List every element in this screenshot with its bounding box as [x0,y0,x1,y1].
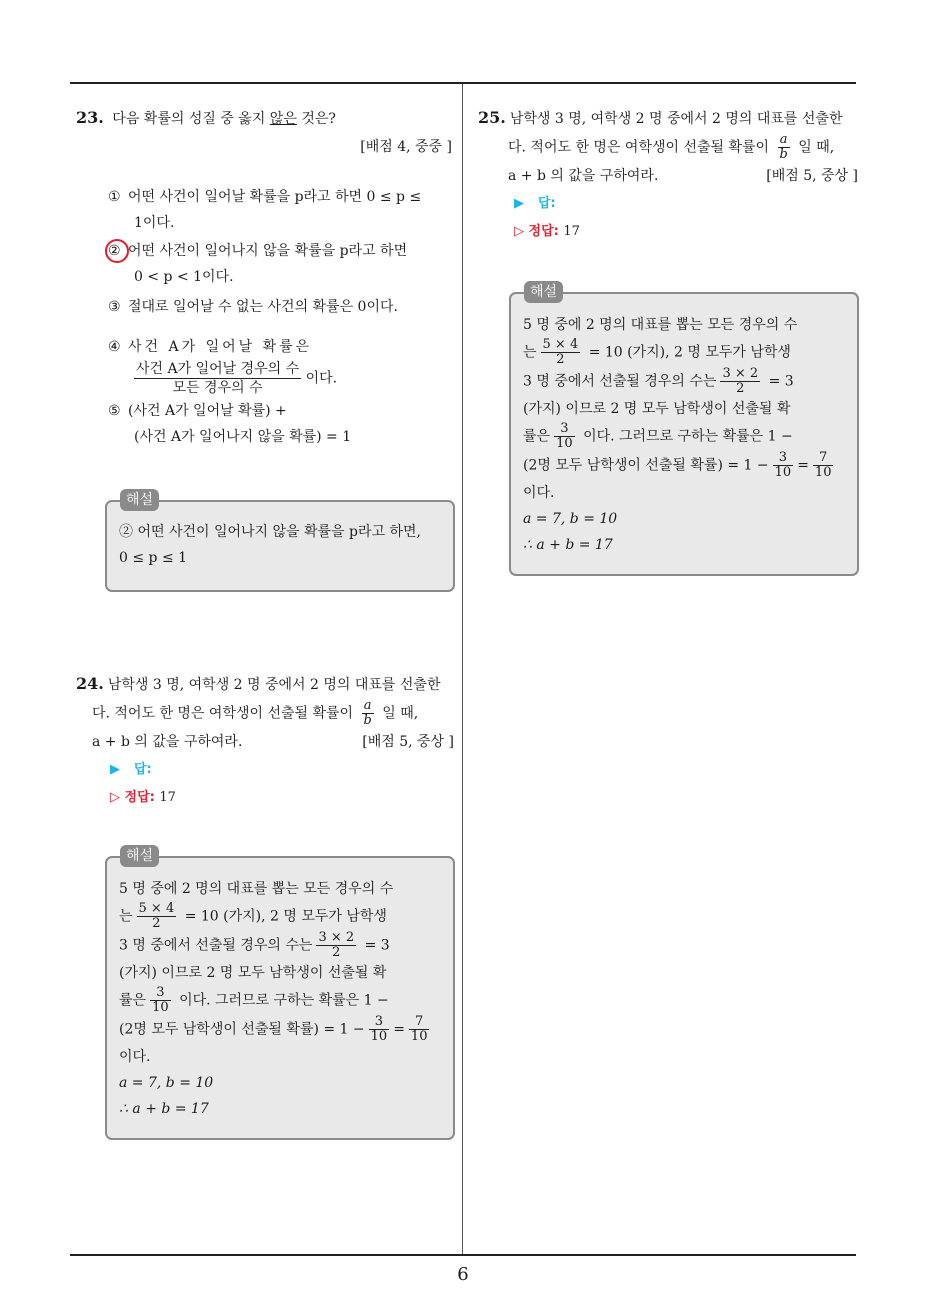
fraction-denominator: 2 [332,945,341,960]
play-triangle-icon: ▶ [514,196,524,211]
question-24 [76,670,454,812]
solution-tag: 해설 [120,845,159,867]
solution-text: 는 [119,908,133,925]
fraction-numerator: a [778,133,790,148]
question-number: 25. [478,108,506,127]
solution-text: a = 7, b = 10 [119,1075,214,1091]
option-mark: ② [108,243,121,259]
correct-answer-value: 17 [563,224,580,239]
fraction-numerator: a [362,699,374,714]
column-divider [462,84,463,1254]
solution-text: ∴ a + b = 17 [523,537,613,553]
question-23 [76,104,452,161]
question-25 [478,104,858,246]
solution-text: 이다. 그러므로 구하는 확률은 1 − [583,428,793,445]
solution-text: = [797,457,809,474]
answer-label: 답: [538,196,556,211]
fraction-denominator: 10 [370,1029,388,1044]
question-meta: [배점 5, 중상 ] [766,168,858,184]
solution-text: ∴ a + b = 17 [119,1101,209,1117]
option-text: 1이다. [134,215,175,231]
question-number: 24. [76,674,104,693]
bottom-rule [70,1254,856,1256]
fraction-numerator: 7 [813,451,834,466]
fraction-numerator: 7 [409,1015,430,1030]
solution-tag: 해설 [524,281,563,303]
solution-text: ② 어떤 사건이 일어나지 않을 확률을 p라고 하면, [119,524,421,540]
question-text-underlined: 않은 [269,111,297,127]
question-number: 23. [76,108,104,127]
solution-text: 3 명 중에서 선출될 경우의 수는 [119,937,313,954]
solution-text: = 10 (가지), 2 명 모두가 남학생 [184,908,387,925]
option-5[interactable] [108,398,452,450]
solution-text: 5 명 중에 2 명의 대표를 뽑는 모든 경우의 수 [119,881,394,897]
option-text: (사건 A가 일어날 확률) + [128,403,287,419]
solution-box-24 [105,856,455,1140]
solution-text: 률은 [119,992,147,1009]
fraction-numerator: 3 × 2 [318,930,355,945]
solution-tag: 해설 [120,489,159,511]
fraction-denominator: 10 [774,465,792,480]
solution-text: 이다. 그러므로 구하는 확률은 1 − [179,992,389,1009]
fraction-denominator: 모든 경우의 수 [172,380,263,396]
fraction-numerator: 5 × 4 [138,901,175,916]
solution-text: 3 명 중에서 선출될 경우의 수는 [523,373,717,390]
question-text: a + b 의 값을 구하여라. [92,734,243,750]
question-meta: [배점 5, 중상 ] [362,734,454,750]
solution-box-25 [509,292,859,576]
option-text: 0 < p < 1이다. [134,269,234,285]
fraction-numerator: 3 [369,1015,390,1030]
outline-triangle-icon: ▷ [514,224,524,239]
option-mark: ④ [108,339,121,355]
correct-answer-value: 17 [159,790,176,805]
solution-text: a = 7, b = 10 [523,511,618,527]
option-1[interactable] [108,184,452,236]
play-triangle-icon: ▶ [110,762,120,777]
solution-text: 이다. [119,1049,151,1065]
fraction-denominator: 2 [736,381,745,396]
fraction-numerator: 3 × 2 [722,366,759,381]
option-text: 어떤 사건이 일어날 확률을 p라고 하면 0 ≤ p ≤ [128,189,422,205]
question-text: 남학생 3 명, 여학생 2 명 중에서 2 명의 대표를 선출한 [107,677,441,693]
correct-answer-label: 정답: [124,790,155,805]
solution-text: (가지) 이므로 2 명 모두 남학생이 선출될 확 [523,401,791,417]
solution-box-23 [105,500,455,592]
fraction-denominator: 10 [814,465,832,480]
option-mark: ① [108,189,121,205]
option-3[interactable] [108,294,452,320]
question-text: a + b 의 값을 구하여라. [508,168,659,184]
solution-text: (2명 모두 남학생이 선출될 확률) = 1 − [119,1021,365,1038]
solution-text: 이다. [523,485,555,501]
question-text: 다음 확률의 성질 중 옳지 [112,111,266,127]
correct-answer-label: 정답: [528,224,559,239]
option-4[interactable] [108,334,452,397]
option-2[interactable] [108,238,452,290]
fraction-denominator: 2 [152,916,161,931]
question-text: 남학생 3 명, 여학생 2 명 중에서 2 명의 대표를 선출한 [509,111,843,127]
fraction-numerator: 사건 A가 일어날 경우의 수 [136,361,300,377]
top-rule [70,82,856,84]
fraction-denominator: b [779,147,788,162]
solution-text: = [393,1021,405,1038]
question-text: 일 때, [382,705,419,722]
option-text: 이다. [305,370,338,387]
fraction-numerator: 3 [554,422,575,437]
solution-text: = 3 [768,373,794,390]
question-text: 다. 적어도 한 명은 여학생이 선출될 확률이 [508,139,770,156]
question-meta: [배점 4, 중중 ] [360,139,452,155]
solution-text: 는 [523,344,537,361]
option-text: 어떤 사건이 일어나지 않을 확률을 p라고 하면 [128,243,408,259]
page-number: 6 [457,1264,469,1285]
option-mark: ⑤ [108,403,121,419]
option-text: 사건 A가 일어날 확률은 [128,339,313,355]
option-text: (사건 A가 일어나지 않을 확률) = 1 [134,429,352,445]
option-text: 절대로 일어날 수 없는 사건의 확률은 0이다. [128,299,398,315]
question-text: 다. 적어도 한 명은 여학생이 선출될 확률이 [92,705,354,722]
fraction-numerator: 3 [150,986,171,1001]
solution-text: (가지) 이므로 2 명 모두 남학생이 선출될 확 [119,965,387,981]
solution-text: 5 명 중에 2 명의 대표를 뽑는 모든 경우의 수 [523,317,798,333]
outline-triangle-icon: ▷ [110,790,120,805]
question-text: 일 때, [798,139,835,156]
answer-label: 답: [134,762,152,777]
solution-text: 률은 [523,428,551,445]
fraction-denominator: 10 [152,1000,169,1015]
fraction-numerator: 3 [773,451,794,466]
fraction-denominator: b [363,713,372,728]
question-text: 것은? [301,111,336,127]
solution-text: 0 ≤ p ≤ 1 [119,550,188,566]
solution-text: (2명 모두 남학생이 선출될 확률) = 1 − [523,457,769,474]
solution-text: = 10 (가지), 2 명 모두가 남학생 [588,344,791,361]
fraction-denominator: 2 [556,352,565,367]
fraction-denominator: 10 [556,436,573,451]
solution-text: = 3 [364,937,390,954]
fraction-numerator: 5 × 4 [542,337,579,352]
fraction-denominator: 10 [410,1029,428,1044]
option-mark: ③ [108,299,121,315]
